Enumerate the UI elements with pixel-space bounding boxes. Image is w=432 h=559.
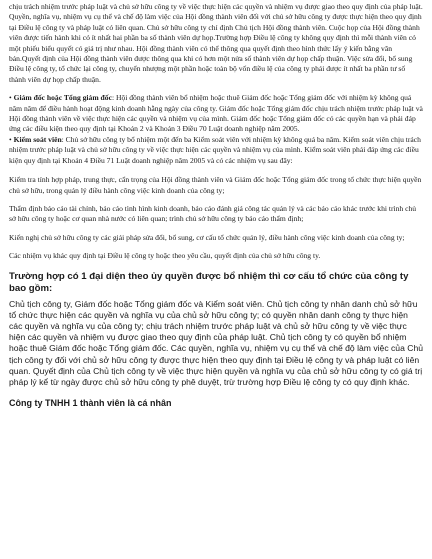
- paragraph-duty-recommend: Kiến nghị chủ sở hữu công ty các giải pháp sửa đổi, bổ sung, cơ cấu tổ chức quản lý, điều hành công việc kinh doanh của công ty;: [9, 232, 405, 242]
- section-heading-individual-owner: Công ty TNHH 1 thành viên là cá nhân: [9, 398, 172, 409]
- paragraph-duty-appraise: Thẩm định báo cáo tài chính, báo cáo tình hình kinh doanh, báo cáo đánh giá công tác quản lý và các báo cáo khác trước khi trình chủ sở hữu công ty hoặc cơ quan nhà nước có liên quan; trình chủ sở hữu công ty báo cáo thẩm định;: [9, 203, 417, 224]
- paragraph-company-chairman: Chủ tịch công ty, Giám đốc hoặc Tổng giám đốc và Kiểm soát viên. Chủ tịch công ty nhân danh chủ sở hữu tổ chức thực hiện các quyền và nghĩa vụ của chủ sở hữu công ty; có quyền nhân danh công ty thực hiện các quyền và nghĩa vụ của công ty; chịu trách nhiệm trước pháp luật và chủ sở hữu công ty về việc thực hiện các quyền và nhiệm vụ được giao theo quy định của pháp luật. Chủ tịch công ty có quyền bổ nhiệm hoặc thuê Giám đốc hoặc Tổng giám đốc. Các quyền, nghĩa vụ, nhiệm vụ cụ thể và chế độ làm việc của Chủ tịch công ty đối với chủ sở hữu công ty được thực hiện theo quy định tại Điều lệ công ty và pháp luật có liên quan. Quyết định của Chủ tịch công ty về việc thực hiện quyền và nghĩa vụ của chủ sở hữu công ty có giá trị pháp lý kể từ ngày được chủ sở hữu công ty phê duyệt, trừ trường hợp Điều lệ công ty có quy định khác.: [9, 298, 424, 387]
- bullet: •: [9, 134, 12, 144]
- text-controller: : Chủ sở hữu công ty bổ nhiệm một đến ba Kiểm soát viên với nhiệm kỳ không quá ba năm. Kiểm soát viên chịu trách nhiệm trước pháp luật và chủ sở hữu công ty về việc thực hiện các quyền và nhiệm vụ của mình. Kiểm soát viên phải đáp ứng các điều kiện quy định tại Khoản 4 Điều 71 Luật doanh nghiệp năm 2005 và có các nhiệm vụ sau đây:: [9, 134, 421, 165]
- paragraph-controller: [9, 135, 423, 166]
- paragraph-duty-inspect: Kiểm tra tính hợp pháp, trung thực, cẩn trọng của Hội đồng thành viên và Giám đốc hoặc Tổng giám đốc trong tổ chức thực hiện quyền chủ sở hữu, trong quản lý điều hành công việc kinh doanh của công ty;: [9, 175, 422, 195]
- paragraph-board-of-members: chịu trách nhiệm trước pháp luật và chủ sở hữu công ty về việc thực hiện các quyền và nhiệm vụ được giao theo quy định của pháp luật. Quyền, nghĩa vụ, nhiệm vụ cụ thể và chế độ làm việc của Hội đồng thành viên đối với chủ sở hữu công ty được thực hiện theo quy định tại Điều lệ công ty và pháp luật có liên quan. Chủ sở hữu công ty chỉ định Chủ tịch Hội đồng thành viên. Cuộc họp của Hội đồng thành viên được tiến hành khi có ít nhất hai phần ba số thành viên dự họp.Trường hợp Điều lệ công ty không quy định thì mỗi thành viên có một phiếu biểu quyết có giá trị như nhau. Hội đồng thành viên có thể thông qua quyết định theo hình thức lấy ý kiến bằng văn bản.Quyết định của Hội đồng thành viên được thông qua khi có hơn một nửa số thành viên dự họp chấp thuận. Việc sửa đổi, bổ sung Điều lệ công ty, tổ chức lại công ty, chuyển nhượng một phần hoặc toàn bộ vốn điều lệ của công ty phải được ít nhất ba phần tư số thành viên dự họp chấp thuận.: [9, 2, 423, 84]
- text-director: : Hội đồng thành viên bổ nhiệm hoặc thuê Giám đốc hoặc Tổng giám đốc với nhiệm kỳ không quá năm năm để điều hành hoạt động kinh doanh hằng ngày của công ty. Giám đốc hoặc Tổng giám đốc chịu trách nhiệm trước pháp luật và Hội đồng thành viên về việc thực hiện các quyền và nhiệm vụ của mình. Giám đốc hoặc Tổng giám đốc có các quyền hạn và phải đáp ứng các điều kiện theo quy định tại Khoản 2 và Khoản 3 Điều 70 Luật doanh nghiệp năm 2005.: [9, 93, 423, 134]
- paragraph-director: [9, 93, 423, 135]
- paragraph-duty-other: Các nhiệm vụ khác quy định tại Điều lệ công ty hoặc theo yêu cầu, quyết định của chủ sở hữu công ty.: [9, 251, 321, 261]
- label-director: Giám đốc hoặc Tổng giám đốc: [13, 93, 112, 103]
- bullet: •: [9, 93, 12, 103]
- label-controller: Kiểm soát viên: [13, 134, 62, 144]
- section-heading-authorized-representative: Trường hợp có 1 đại diện theo ủy quyền được bổ nhiệm thì cơ cấu tổ chức của công ty bao gồm:: [9, 270, 409, 294]
